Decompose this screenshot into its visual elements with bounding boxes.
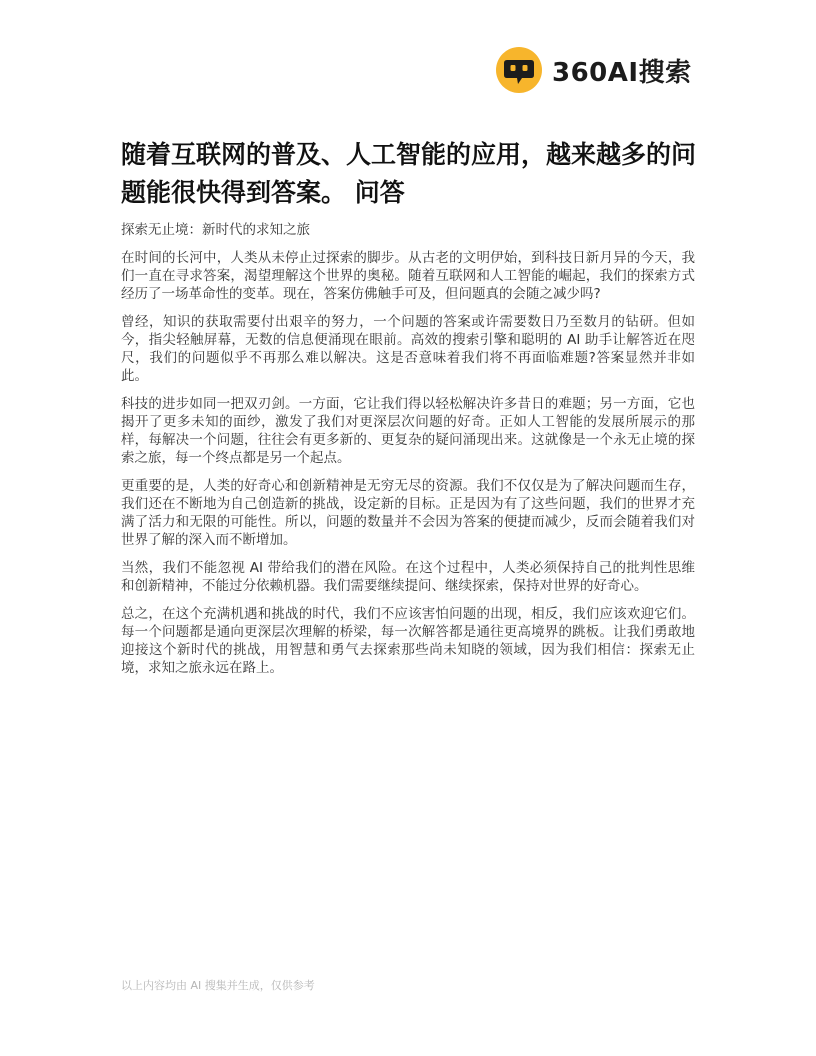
paragraph: 总之，在这个充满机遇和挑战的时代，我们不应该害怕问题的出现，相反，我们应该欢迎它们。每一个问题都是通向更深层次理解的桥梁，每一次解答都是通往更高境界的跳板。让我们勇敢地迎接这个新时代的挑战，用智慧和勇气去探索那些尚未知晓的领域，因为我们相信：探索无止境，求知之旅永远在路上。 (121, 606, 695, 676)
page-title: 随着互联网的普及、人工智能的应用，越来越多的问题能很快得到答案。 问答 (121, 140, 697, 207)
paragraph: 科技的进步如同一把双刃剑。一方面，它让我们得以轻松解决许多昔日的难题；另一方面，它也揭开了更多未知的面纱，激发了我们对更深层次问题的好奇。正如人工智能的发展所展示的那样，每解决一个问题，往往会有更多新的、更复杂的疑问涌现出来。这就像是一个永无止境的探索之旅，每一个终点都是另一个起点。 (121, 396, 695, 466)
document-subtitle: 探索无止境：新时代的求知之旅 (121, 222, 310, 238)
chat-bubble-logo-icon (496, 47, 542, 93)
paragraph: 曾经，知识的获取需要付出艰辛的努力，一个问题的答案或许需要数日乃至数月的钻研。但如今，指尖轻触屏幕，无数的信息便涌现在眼前。高效的搜索引擎和聪明的 AI 助手让解答近在咫尺，我们的问题似乎不再那么难以解决。这是否意味着我们将不再面临难题?答案显然并非如此。 (121, 314, 695, 384)
brand-name: 360AI搜索 (552, 57, 692, 88)
disclaimer-footer: 以上内容均由 AI 搜集并生成，仅供参考 (121, 979, 315, 992)
paragraph: 更重要的是，人类的好奇心和创新精神是无穷无尽的资源。我们不仅仅是为了解决问题而生存，我们还在不断地为自己创造新的挑战，设定新的目标。正是因为有了这些问题，我们的世界才充满了活力和无限的可能性。所以，问题的数量并不会因为答案的便捷而减少，反而会随着我们对世界了解的深入而不断增加。 (121, 478, 695, 548)
paragraph: 当然，我们不能忽视 AI 带给我们的潜在风险。在这个过程中，人类必须保持自己的批判性思维和创新精神，不能过分依赖机器。我们需要继续提问、继续探索，保持对世界的好奇心。 (121, 560, 695, 594)
article-body (121, 249, 695, 687)
paragraph: 在时间的长河中，人类从未停止过探索的脚步。从古老的文明伊始，到科技日新月异的今天，我们一直在寻求答案，渴望理解这个世界的奥秘。随着互联网和人工智能的崛起，我们的探索方式经历了一场革命性的变革。现在，答案仿佛触手可及，但问题真的会随之减少吗? (121, 250, 695, 302)
brand-logo (496, 47, 692, 93)
